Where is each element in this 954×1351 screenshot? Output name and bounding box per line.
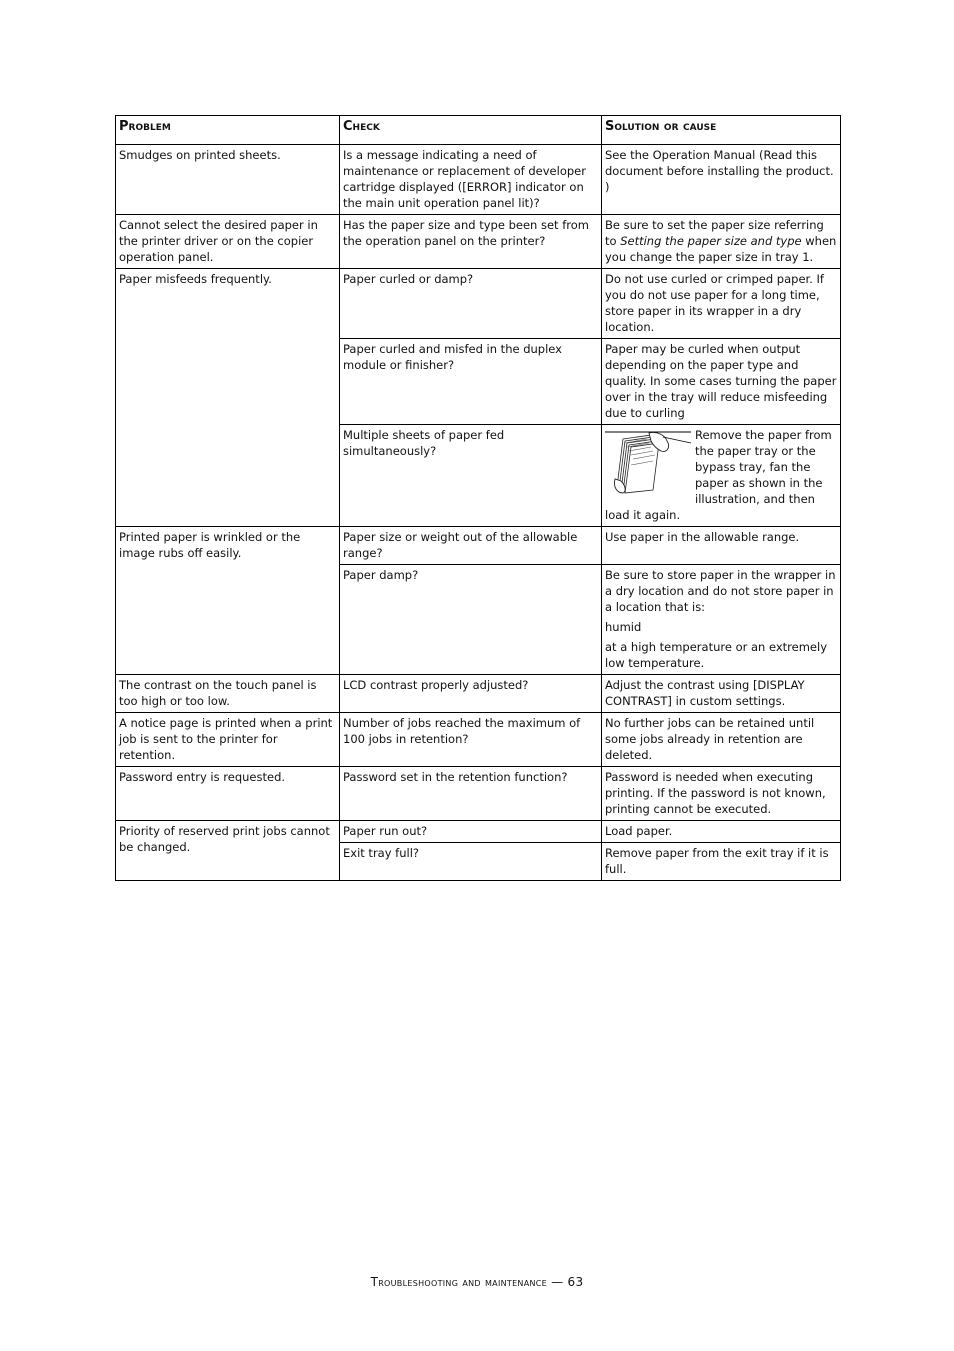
table-row [116,269,841,339]
solution-text: when you change the paper size in tray 1. [605,234,837,264]
fan-paper-illustration [605,429,691,495]
solution-cell: Adjust the contrast using [DISPLAY CONTRAST] in custom settings. [602,675,841,713]
table-row [116,767,841,821]
table-header-row [116,116,841,145]
table-row [116,675,841,713]
check-cell: Paper damp? [340,565,602,675]
check-cell: Exit tray full? [340,843,602,881]
section-reference: Setting the paper size and type [620,234,802,248]
check-cell: Number of jobs reached the maximum of 100 jobs in retention? [340,713,602,767]
check-cell: Paper size or weight out of the allowable range? [340,527,602,565]
solution-paragraph: humid [605,620,642,634]
header-solution: Solution or cause [602,116,841,145]
check-cell: Paper curled and misfed in the duplex module or finisher? [340,339,602,425]
check-cell: Paper curled or damp? [340,269,602,339]
problem-cell: Printed paper is wrinkled or the image rubs off easily. [116,527,340,675]
table-row [116,821,841,843]
solution-cell [602,425,841,527]
check-cell: Is a message indicating a need of maintenance or replacement of developer cartridge displayed ([ERROR] indicator on the main unit operation panel lit)? [340,145,602,215]
check-cell: Has the paper size and type been set from the operation panel on the printer? [340,215,602,269]
check-cell: LCD contrast properly adjusted? [340,675,602,713]
header-problem: Problem [116,116,340,145]
solution-text: Remove the paper from the paper tray or the bypass tray, fan the paper as shown in the illustration, and then load it again. [605,428,832,522]
solution-cell: Password is needed when executing printing. If the password is not known, printing cannot be executed. [602,767,841,821]
solution-paragraph: at a high temperature or an extremely low temperature. [605,640,828,670]
troubleshooting-table [115,115,841,881]
problem-cell: Smudges on printed sheets. [116,145,340,215]
solution-cell [602,565,841,675]
problem-cell: Password entry is requested. [116,767,340,821]
solution-cell: Do not use curled or crimped paper. If you do not use paper for a long time, store paper in its wrapper in a dry location. [602,269,841,339]
solution-cell: No further jobs can be retained until some jobs already in retention are deleted. [602,713,841,767]
solution-paragraph: Be sure to store paper in the wrapper in a dry location and do not store paper in a location that is: [605,568,836,614]
problem-cell: A notice page is printed when a print job is sent to the printer for retention. [116,713,340,767]
check-cell: Paper run out? [340,821,602,843]
problem-cell: Priority of reserved print jobs cannot be changed. [116,821,340,881]
solution-cell: Paper may be curled when output depending on the paper type and quality. In some cases turning the paper over in the tray will reduce misfeeding due to curling [602,339,841,425]
solution-cell [602,215,841,269]
header-check: Check [340,116,602,145]
check-cell: Password set in the retention function? [340,767,602,821]
problem-cell: Cannot select the desired paper in the printer driver or on the copier operation panel. [116,215,340,269]
table-row [116,713,841,767]
table-row [116,527,841,565]
table-row [116,215,841,269]
solution-cell: Use paper in the allowable range. [602,527,841,565]
solution-cell: Remove paper from the exit tray if it is full. [602,843,841,881]
table-row [116,145,841,215]
problem-cell: Paper misfeeds frequently. [116,269,340,527]
solution-cell: See the Operation Manual (Read this document before installing the product. ) [602,145,841,215]
page-footer: Troubleshooting and maintenance — 63 [370,1275,584,1289]
problem-cell: The contrast on the touch panel is too high or too low. [116,675,340,713]
solution-text: Be sure to set the paper size referring to [605,218,824,248]
check-cell: Multiple sheets of paper fed simultaneously? [340,425,602,527]
solution-cell: Load paper. [602,821,841,843]
